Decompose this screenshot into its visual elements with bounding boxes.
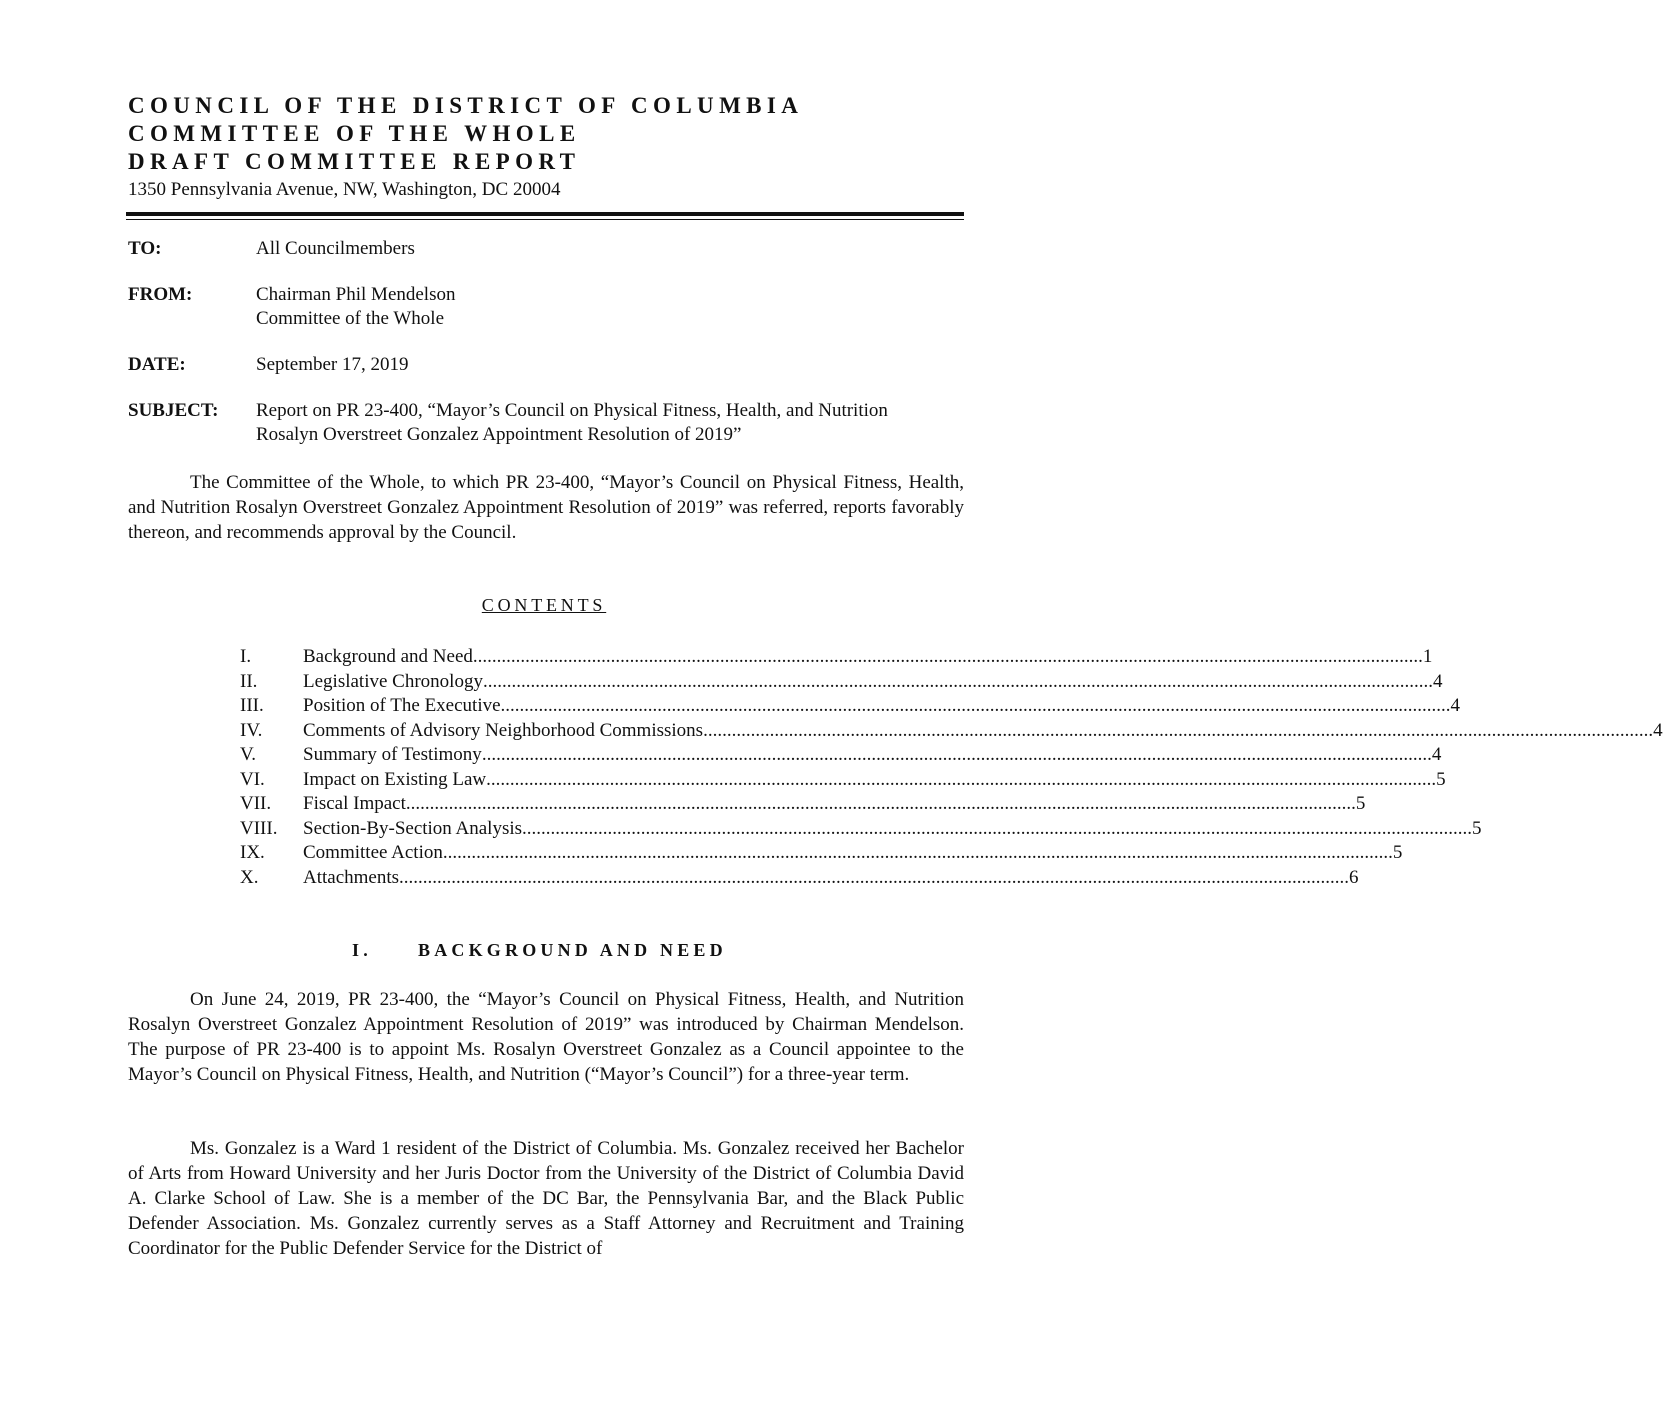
- toc-title: Legislative Chronology: [303, 670, 483, 692]
- toc-leader: ........................................................................................................................................................................................................: [482, 670, 1433, 692]
- toc-number: IV.: [240, 719, 263, 741]
- toc-row: [240, 645, 1433, 670]
- header-address: 1350 Pennsylvania Avenue, NW, Washington, DC 20004: [128, 179, 561, 200]
- header-committee-name: COMMITTEE OF THE WHOLE: [128, 121, 581, 146]
- toc-entry: [303, 670, 1443, 694]
- toc-entry: [303, 645, 1433, 669]
- memo-to-value: All Councilmembers: [256, 238, 415, 259]
- section-number: I.: [352, 940, 372, 960]
- toc-page: 4: [1431, 744, 1442, 765]
- intro-paragraph: The Committee of the Whole, to which PR 23-400, “Mayor’s Council on Physical Fitness, Health, and Nutrition Rosalyn Overstreet Gonzalez Appointment Resolution of 2019” was referred, reports favorably thereon, and recommends approval by the Council.: [128, 472, 964, 543]
- toc-leader: ........................................................................................................................................................................................................: [399, 866, 1350, 888]
- toc-title: Position of The Executive: [303, 695, 501, 716]
- memo-from-label: FROM:: [128, 284, 193, 305]
- toc-row: [240, 694, 1461, 719]
- toc-page: 6: [1349, 866, 1359, 888]
- toc-title: Comments of Advisory Neighborhood Commissions: [303, 719, 704, 741]
- contents-title: CONTENTS: [481, 595, 607, 615]
- memo-date-value: September 17, 2019: [256, 354, 409, 375]
- toc-leader: ........................................................................................................................................................................................................: [486, 768, 1437, 790]
- toc-title: Background and Need: [303, 646, 473, 667]
- toc-number: VIII.: [240, 817, 278, 839]
- memo-subject-line1: Report on PR 23-400, “Mayor’s Council on Physical Fitness, Health, and Nutrition: [256, 400, 888, 421]
- toc-row: [240, 817, 1482, 842]
- toc-page: 5: [1472, 817, 1482, 839]
- toc-leader: ........................................................................................................................................................................................................: [481, 744, 1432, 765]
- toc-row: [240, 792, 1366, 817]
- toc-entry: [303, 719, 1663, 743]
- toc-number: II.: [240, 670, 258, 692]
- toc-number: VI.: [240, 768, 265, 790]
- toc-entry: [303, 768, 1446, 792]
- toc-row: [240, 719, 1663, 744]
- toc-title: Attachments: [303, 866, 400, 888]
- toc-number: V.: [240, 744, 257, 765]
- toc-entry: [303, 792, 1366, 816]
- toc-row: [240, 768, 1446, 793]
- header-report-type: DRAFT COMMITTEE REPORT: [128, 149, 581, 174]
- toc-title: Summary of Testimony: [303, 744, 482, 765]
- toc-leader: ........................................................................................................................................................................................................: [500, 695, 1451, 716]
- toc-page: 5: [1392, 842, 1403, 863]
- toc-number: IX.: [240, 842, 265, 863]
- toc-title: Impact on Existing Law: [303, 768, 487, 790]
- toc-entry: [303, 841, 1403, 865]
- toc-page: 4: [1450, 695, 1461, 716]
- memo-from-line2: Committee of the Whole: [256, 308, 445, 329]
- toc-title: Section-By-Section Analysis: [303, 817, 523, 839]
- header-council-name: COUNCIL OF THE DISTRICT OF COLUMBIA: [128, 93, 804, 118]
- toc-title: Committee Action: [303, 842, 443, 863]
- background-paragraph-1: On June 24, 2019, PR 23-400, the “Mayor’s Council on Physical Fitness, Health, and Nutrition Rosalyn Overstreet Gonzalez Appointment Resolution of 2019” was introduced by Chairman Mendelson. The purpose of PR 23-400 is to appoint Ms. Rosalyn Overstreet Gonzalez as a Council appointee to the Mayor’s Council on Physical Fitness, Health, and Nutrition (“Mayor’s Council”) for a three-year term.: [128, 989, 964, 1085]
- toc-row: [240, 743, 1442, 768]
- table-of-contents: [240, 645, 1663, 890]
- toc-leader: ........................................................................................................................................................................................................: [472, 646, 1423, 667]
- toc-leader: ........................................................................................................................................................................................................: [522, 817, 1473, 839]
- memo-date-label: DATE:: [128, 354, 186, 375]
- memo-subject-line2: Rosalyn Overstreet Gonzalez Appointment Resolution of 2019”: [256, 424, 742, 445]
- memo-from-line1: Chairman Phil Mendelson: [256, 284, 456, 305]
- toc-leader: ........................................................................................................................................................................................................: [442, 842, 1393, 863]
- toc-number: X.: [240, 866, 259, 888]
- section-title: BACKGROUND AND NEED: [418, 940, 727, 960]
- toc-title: Fiscal Impact: [303, 793, 406, 814]
- toc-row: [240, 670, 1443, 695]
- toc-row: [240, 841, 1403, 866]
- memo-subject-label: SUBJECT:: [128, 400, 219, 421]
- toc-entry: [303, 866, 1359, 890]
- toc-page: 4: [1653, 719, 1663, 741]
- memo-to-label: TO:: [128, 238, 162, 259]
- toc-number: III.: [240, 695, 264, 716]
- toc-page: 1: [1422, 646, 1433, 667]
- toc-leader: ........................................................................................................................................................................................................: [703, 719, 1654, 741]
- toc-leader: ........................................................................................................................................................................................................: [405, 793, 1356, 814]
- toc-page: 5: [1436, 768, 1446, 790]
- toc-entry: [303, 743, 1442, 767]
- toc-entry: [303, 817, 1482, 841]
- toc-page: 4: [1432, 670, 1443, 692]
- toc-entry: [303, 694, 1461, 718]
- background-paragraph-2: Ms. Gonzalez is a Ward 1 resident of the District of Columbia. Ms. Gonzalez received her Bachelor of Arts from Howard University and her Juris Doctor from the University of the District of Columbia David A. Clarke School of Law. She is a member of the DC Bar, the Pennsylvania Bar, and the Black Public Defender Association. Ms. Gonzalez currently serves as a Staff Attorney and Recruitment and Training Coordinator for the Public Defender Service for the District of: [128, 1138, 964, 1259]
- report-header: [128, 92, 803, 202]
- toc-number: VII.: [240, 793, 272, 814]
- toc-row: [240, 866, 1359, 891]
- toc-page: 5: [1355, 793, 1366, 814]
- header-divider-thin: [126, 219, 964, 220]
- header-divider-thick: [126, 212, 964, 216]
- toc-number: I.: [240, 646, 252, 667]
